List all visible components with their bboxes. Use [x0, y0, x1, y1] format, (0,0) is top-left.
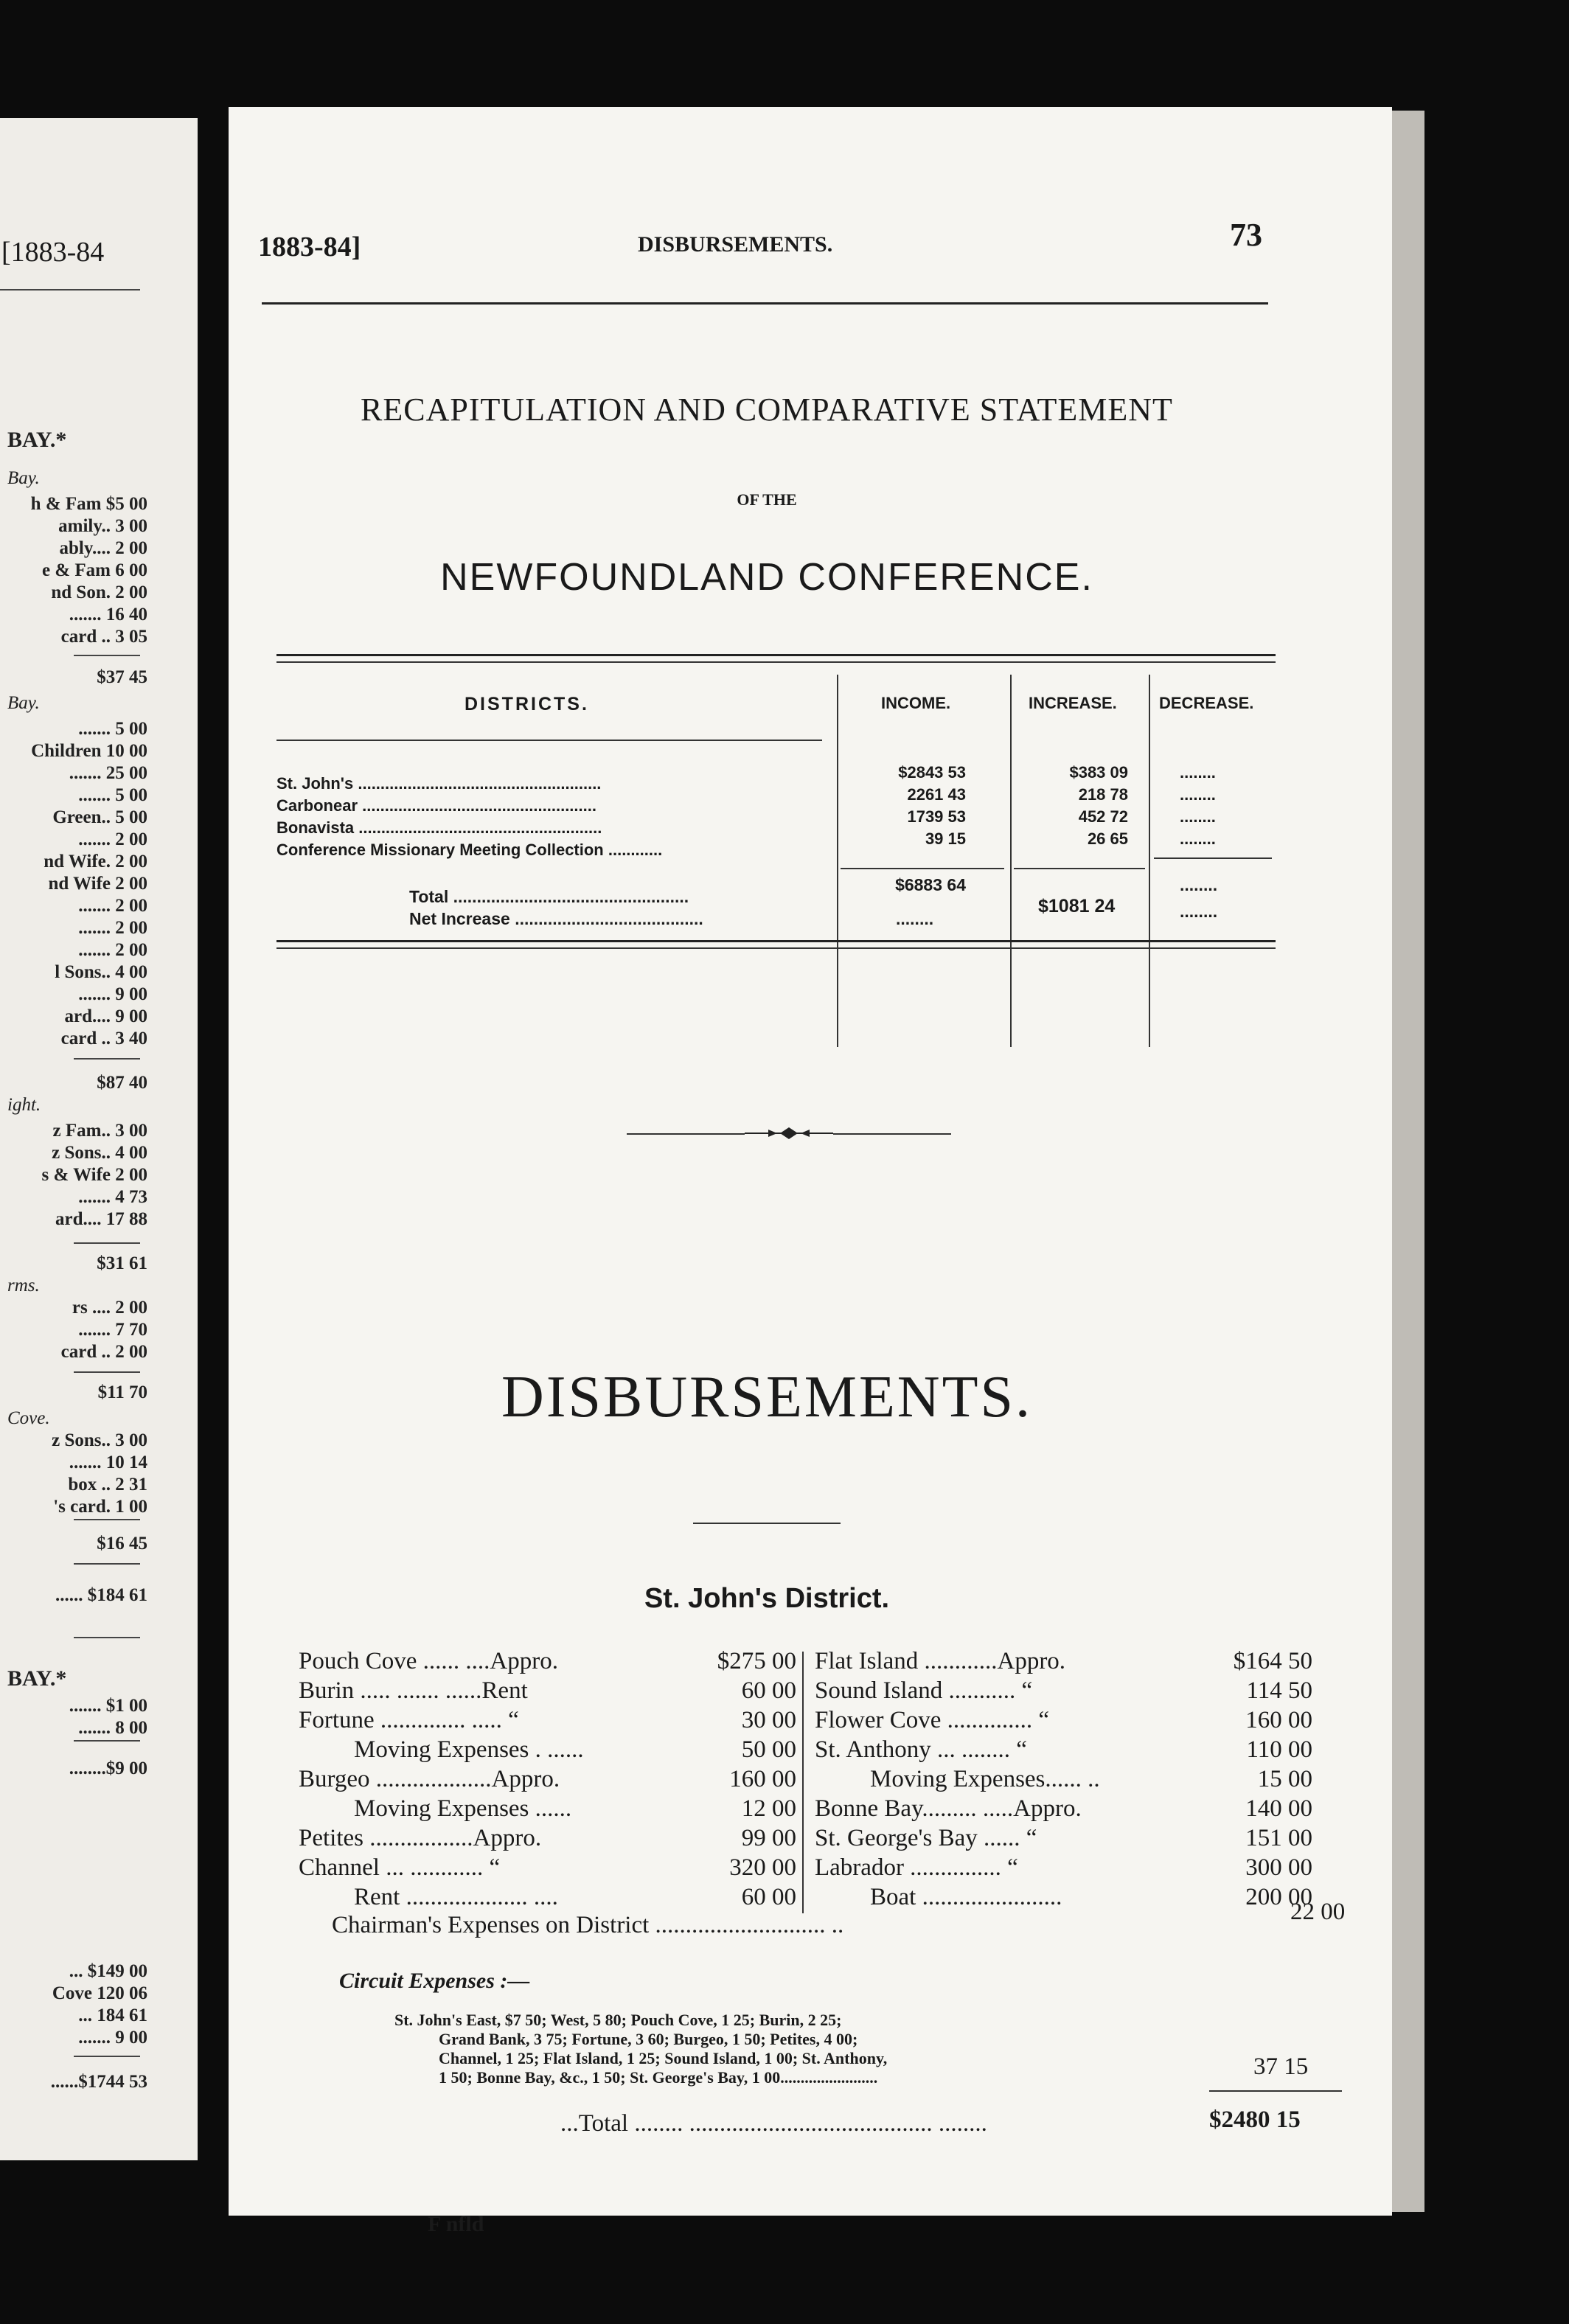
left-page-line: ably.... 2 00 [59, 538, 147, 558]
left-page-line: z Sons.. 3 00 [52, 1430, 147, 1450]
left-page-line: $11 70 [97, 1382, 147, 1402]
left-page-line: ight. [7, 1095, 41, 1115]
disbursement-item-label: Pouch Cove ...... ....Appro. [299, 1648, 558, 1674]
left-page-rule [74, 1371, 140, 1373]
col-header-districts: DISTRICTS. [465, 694, 589, 714]
left-page-header: [1883-84 [1, 237, 105, 268]
left-page-line: BAY.* [7, 428, 67, 452]
left-page-line: rs .... 2 00 [72, 1298, 147, 1318]
recap-row-increase: 452 72 [1078, 807, 1128, 826]
recap-row-district: St. John's ...................................................... [276, 774, 602, 793]
left-page-line: ....... 10 14 [69, 1452, 147, 1472]
disbursement-item-amount: $275 00 [717, 1648, 796, 1674]
recap-row-decrease: ........ [1180, 829, 1216, 848]
recap-row-income: $2843 53 [898, 763, 966, 782]
left-page-line: nd Son. 2 00 [51, 582, 147, 602]
left-page-line: ....... 2 00 [78, 896, 147, 916]
disbursements-title: DISBURSEMENTS. [501, 1365, 1032, 1430]
table-bottom-rule-2 [276, 947, 1276, 949]
disbursement-item-amount: 30 00 [741, 1707, 796, 1733]
recap-net-increase-decrease: ........ [1180, 902, 1218, 921]
left-page-line: ....... 7 70 [78, 1320, 147, 1340]
ornament-icon [745, 1123, 833, 1144]
circuit-expense-line: St. John's East, $7 50; West, 5 80; Pouch Cove, 1 25; Burin, 2 25; [394, 2011, 842, 2029]
page-edge [1392, 111, 1424, 2212]
disbursement-item-amount: $164 50 [1233, 1648, 1312, 1674]
recap-row-decrease: ........ [1180, 763, 1216, 782]
col-header-increase: INCREASE. [1029, 694, 1117, 712]
recap-row-increase: 26 65 [1087, 829, 1128, 848]
circuit-sum-rule [1209, 2090, 1342, 2092]
left-page-line: ard.... 9 00 [64, 1006, 147, 1026]
disbursement-item-amount: 300 00 [1245, 1854, 1312, 1881]
left-page-line: ....... 4 73 [78, 1187, 147, 1207]
col-divider-3 [1149, 675, 1150, 1047]
table-top-rule [276, 654, 1276, 656]
left-page-line: nd Wife. 2 00 [44, 852, 147, 872]
left-page-line: ...... $184 61 [55, 1585, 147, 1605]
left-page-line: Bay. [7, 468, 40, 488]
decrease-sum-rule [1154, 857, 1272, 859]
disbursement-item-label: Channel ... ............ “ [299, 1854, 501, 1881]
recap-net-increase-amount: $1081 24 [1038, 896, 1116, 916]
left-page-line: Children 10 00 [31, 741, 147, 761]
running-header-year: 1883-84] [258, 232, 361, 262]
recap-total-decrease: ........ [1180, 875, 1218, 894]
left-page-line: Cove. [7, 1408, 50, 1428]
left-page-fragment [0, 118, 198, 2160]
left-page-line: ard.... 17 88 [55, 1209, 147, 1229]
table-bottom-rule [276, 940, 1276, 942]
disbursement-item-label: Burgeo ...................Appro. [299, 1766, 560, 1792]
left-page-line: Green.. 5 00 [52, 807, 147, 827]
increase-sum-rule [1014, 868, 1145, 869]
disbursement-item-label: Burin ..... ....... ......Rent [299, 1677, 528, 1704]
left-page-line: Bay. [7, 693, 40, 713]
disbursement-item-label: Moving Expenses . ...... [354, 1736, 584, 1763]
left-page-line: e & Fam 6 00 [41, 560, 147, 580]
recap-title: RECAPITULATION AND COMPARATIVE STATEMENT [361, 392, 1173, 428]
left-page-line: s & Wife 2 00 [41, 1165, 147, 1185]
left-page-line: $31 61 [97, 1253, 147, 1273]
recap-of-the: OF THE [737, 490, 797, 509]
left-page-line: ....... 2 00 [78, 829, 147, 849]
col-divider-2 [1010, 675, 1012, 1047]
districts-header-rule [276, 740, 822, 741]
recap-row-district: Carbonear .................................................... [276, 796, 596, 815]
disbursement-item-label: Boat ....................... [870, 1884, 1062, 1910]
left-page-line: BAY.* [7, 1666, 67, 1691]
left-page-line: z Sons.. 4 00 [52, 1143, 147, 1163]
circuit-expense-line: Channel, 1 25; Flat Island, 1 25; Sound Island, 1 00; St. Anthony, [439, 2049, 888, 2067]
left-page-line: h & Fam $5 00 [30, 494, 147, 514]
disbursement-item-amount: 60 00 [741, 1677, 796, 1704]
disbursement-item-amount: 140 00 [1245, 1795, 1312, 1822]
left-page-line: $87 40 [97, 1073, 147, 1093]
left-page-line: 's card. 1 00 [53, 1497, 147, 1517]
circuit-expenses-amount: 37 15 [1253, 2053, 1309, 2080]
disbursement-item-amount: 15 00 [1257, 1766, 1312, 1792]
header-rule [262, 302, 1268, 305]
col-divider-1 [837, 675, 838, 1047]
disbursement-item-amount: 160 00 [729, 1766, 796, 1792]
recap-net-increase-income: ........ [896, 909, 934, 928]
disbursement-item-label: Labrador ............... “ [815, 1854, 1018, 1881]
disbursement-item-label: Moving Expenses ...... [354, 1795, 572, 1822]
recap-row-increase: 218 78 [1078, 785, 1128, 804]
left-page-line: ....... 5 00 [78, 719, 147, 739]
left-page-line: $37 45 [97, 667, 147, 687]
circuit-expenses-heading: Circuit Expenses :— [339, 1969, 530, 1993]
left-page-rule [74, 2056, 140, 2057]
col-header-decrease: DECREASE. [1159, 694, 1254, 712]
disbursements-title-rule [693, 1523, 841, 1524]
disbursement-item-label: Sound Island ........... “ [815, 1677, 1033, 1704]
disbursement-item-amount: 110 00 [1246, 1736, 1312, 1763]
left-page-line: card .. 3 40 [60, 1029, 147, 1048]
disbursement-item-label: Bonne Bay......... .....Appro. [815, 1795, 1082, 1822]
left-page-rule [74, 1519, 140, 1520]
recap-row-income: 2261 43 [907, 785, 966, 804]
left-page-line: $16 45 [97, 1534, 147, 1554]
left-page-rule [74, 1058, 140, 1060]
recap-net-increase-label: Net Increase ........................................ [409, 909, 703, 928]
left-page-line: ....... $1 00 [69, 1696, 147, 1716]
left-page-line: ....... 5 00 [78, 785, 147, 805]
left-page-line: card .. 3 05 [60, 627, 147, 647]
disbursement-item-amount: 50 00 [741, 1736, 796, 1763]
disbursement-item-label: Petites .................Appro. [299, 1825, 542, 1851]
table-top-rule-2 [276, 661, 1276, 663]
disbursement-item-amount: 320 00 [729, 1854, 796, 1881]
circuit-expense-line: Grand Bank, 3 75; Fortune, 3 60; Burgeo, 1 50; Petites, 4 00; [439, 2030, 858, 2048]
left-page-line: l Sons.. 4 00 [55, 962, 147, 982]
left-page-line: ....... 9 00 [78, 2028, 147, 2048]
recap-total-income: $6883 64 [895, 875, 966, 894]
disbursement-item-amount: 12 00 [741, 1795, 796, 1822]
disbursement-item-label: St. George's Bay ...... “ [815, 1825, 1037, 1851]
left-page-line: ........$9 00 [69, 1758, 147, 1778]
disbursement-item-amount: 99 00 [741, 1825, 796, 1851]
recap-row-district: Bonavista ...................................................... [276, 818, 602, 837]
left-page-line: box .. 2 31 [68, 1475, 147, 1495]
disbursement-item-amount: 200 00 [1245, 1884, 1312, 1910]
chairman-expenses-amount: 22 00 [1290, 1899, 1346, 1925]
page-number: 73 [1230, 217, 1262, 253]
recap-row-district: Conference Missionary Meeting Collection ............ [276, 841, 663, 859]
left-page-line: card .. 2 00 [60, 1342, 147, 1362]
disbursement-item-amount: 114 50 [1246, 1677, 1312, 1704]
disbursement-item-label: Fortune .............. ..... “ [299, 1707, 519, 1733]
grand-total-amount: $2480 15 [1209, 2106, 1301, 2133]
running-header-title: DISBURSEMENTS. [638, 232, 833, 257]
left-page-line: nd Wife 2 00 [48, 874, 147, 894]
col-header-income: INCOME. [881, 694, 951, 712]
left-page-rule [74, 655, 140, 656]
left-page-rule [74, 1242, 140, 1244]
circuit-expense-line: 1 50; Bonne Bay, &c., 1 50; St. George's Bay, 1 00........................ [439, 2068, 878, 2087]
left-page-line: ....... 8 00 [78, 1718, 147, 1738]
recap-row-decrease: ........ [1180, 807, 1216, 826]
recap-row-income: 1739 53 [907, 807, 966, 826]
recap-total-label: Total .................................................. [409, 887, 689, 906]
income-sum-rule [841, 868, 1004, 869]
left-page-line: Cove 120 06 [52, 1983, 147, 2003]
right-page [229, 107, 1392, 2236]
left-page-line: ....... 25 00 [69, 763, 147, 783]
left-page-line: rms. [7, 1276, 40, 1295]
disbursement-item-label: Moving Expenses...... .. [870, 1766, 1100, 1792]
left-page-line: ......$1744 53 [50, 2072, 147, 2092]
disbursements-column-divider [802, 1652, 804, 1913]
recap-row-income: 39 15 [925, 829, 966, 848]
disbursement-item-amount: 160 00 [1245, 1707, 1312, 1733]
disbursement-item-label: Flat Island ............Appro. [815, 1648, 1066, 1674]
left-page-line: ... $149 00 [69, 1961, 147, 1981]
disbursement-item-label: St. Anthony ... ........ “ [815, 1736, 1027, 1763]
disbursement-item-amount: 151 00 [1245, 1825, 1312, 1851]
left-page-line: ....... 2 00 [78, 940, 147, 960]
footer-signature-mark: F nfld [428, 2212, 484, 2236]
recap-row-decrease: ........ [1180, 785, 1216, 804]
chairman-expenses-label: Chairman's Expenses on District ............................ .. [332, 1912, 844, 1938]
left-page-rule [74, 1740, 140, 1742]
left-header-rule [0, 289, 140, 290]
district-title: St. John's District. [644, 1583, 890, 1614]
left-page-rule [74, 1637, 140, 1638]
disbursement-item-label: Flower Cove .............. “ [815, 1707, 1050, 1733]
disbursement-item-amount: 60 00 [741, 1884, 796, 1910]
recap-conference-title: NEWFOUNDLAND CONFERENCE. [440, 556, 1093, 599]
disbursement-item-label: Rent .................... .... [354, 1884, 558, 1910]
left-page-line: ... 184 61 [78, 2005, 147, 2025]
grand-total-label: ...Total ........ ........................................ ........ [560, 2110, 987, 2137]
left-page-line: ....... 16 40 [69, 605, 147, 625]
recap-row-increase: $383 09 [1069, 763, 1128, 782]
left-page-line: ....... 9 00 [78, 984, 147, 1004]
left-page-line: amily.. 3 00 [58, 516, 147, 536]
left-page-rule [74, 1563, 140, 1565]
left-page-line: z Fam.. 3 00 [52, 1121, 147, 1141]
left-page-line: ....... 2 00 [78, 918, 147, 938]
